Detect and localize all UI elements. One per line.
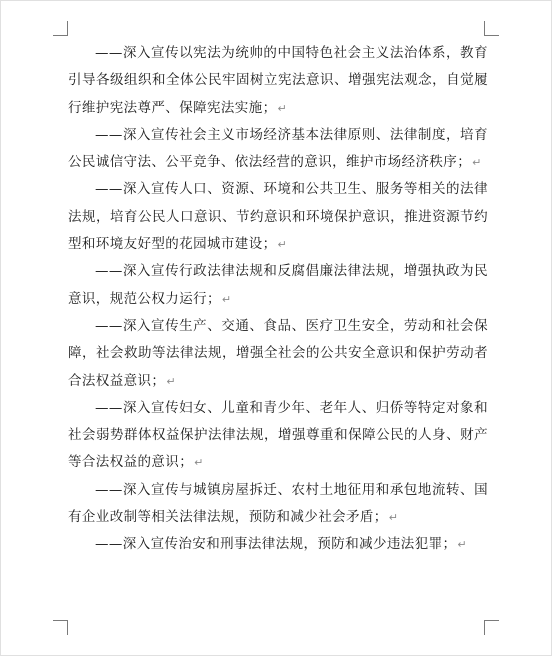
paragraph[interactable] [68,395,488,477]
crop-mark-bottom-left [53,620,68,635]
paragraph-mark-icon: ↵ [277,101,288,115]
paragraph[interactable] [68,531,488,558]
paragraph[interactable] [68,477,488,532]
paragraph-text: ——深入宣传与城镇房屋拆迁、农村土地征用和承包地流转、国有企业改制等相关法律法规，预防和减少社会矛盾； [68,481,488,526]
crop-mark-bottom-right [484,620,499,635]
paragraph-text: ——深入宣传生产、交通、食品、医疗卫生安全，劳动和社会保障，社会救助等法律法规，增强全社会的公共安全意识和保护劳动者合法权益意识； [68,317,488,389]
paragraph[interactable] [68,258,488,313]
paragraph-text: ——深入宣传以宪法为统帅的中国特色社会主义法治体系，教育引导各级组织和全体公民牢固树立宪法意识、增强宪法观念，自觉履行维护宪法尊严、保障宪法实施； [68,45,488,116]
document-body[interactable] [68,40,488,559]
paragraph-mark-icon: ↵ [221,292,232,306]
paragraph-text: ——深入宣传人口、资源、环境和公共卫生、服务等相关的法律法规，培育公民人口意识、节约意识和环境保护意识，推进资源节约型和环境友好型的花园城市建设； [68,181,488,253]
crop-mark-top-right [484,21,499,36]
paragraph-mark-icon: ↵ [472,156,482,170]
paragraph-text: ——深入宣传治安和刑事法律法规，预防和减少违法犯罪； [95,536,457,553]
paragraph-text: ——深入宣传社会主义市场经济基本法律原则、法律制度，培育公民诚信守法、公平竞争、依法经营的意识，维护市场经济秩序； [68,126,488,171]
paragraph[interactable] [68,122,488,177]
crop-mark-top-left [53,21,68,36]
paragraph-text: ——深入宣传妇女、儿童和青少年、老年人、归侨等特定对象和社会弱势群体权益保护法律法规，增强尊重和保障公民的人身、财产等合法权益的意识； [68,399,488,471]
paragraph-mark-icon: ↵ [388,511,399,525]
paragraph-mark-icon: ↵ [457,538,468,552]
paragraph[interactable] [68,313,488,395]
paragraph[interactable] [68,176,488,258]
paragraph-mark-icon: ↵ [277,238,288,252]
paragraph-text: ——深入宣传行政法律法规和反腐倡廉法律法规，增强执政为民意识，规范公权力运行； [68,263,488,307]
paragraph-mark-icon: ↵ [166,374,176,388]
paragraph[interactable] [68,40,488,122]
paragraph-mark-icon: ↵ [194,456,204,470]
